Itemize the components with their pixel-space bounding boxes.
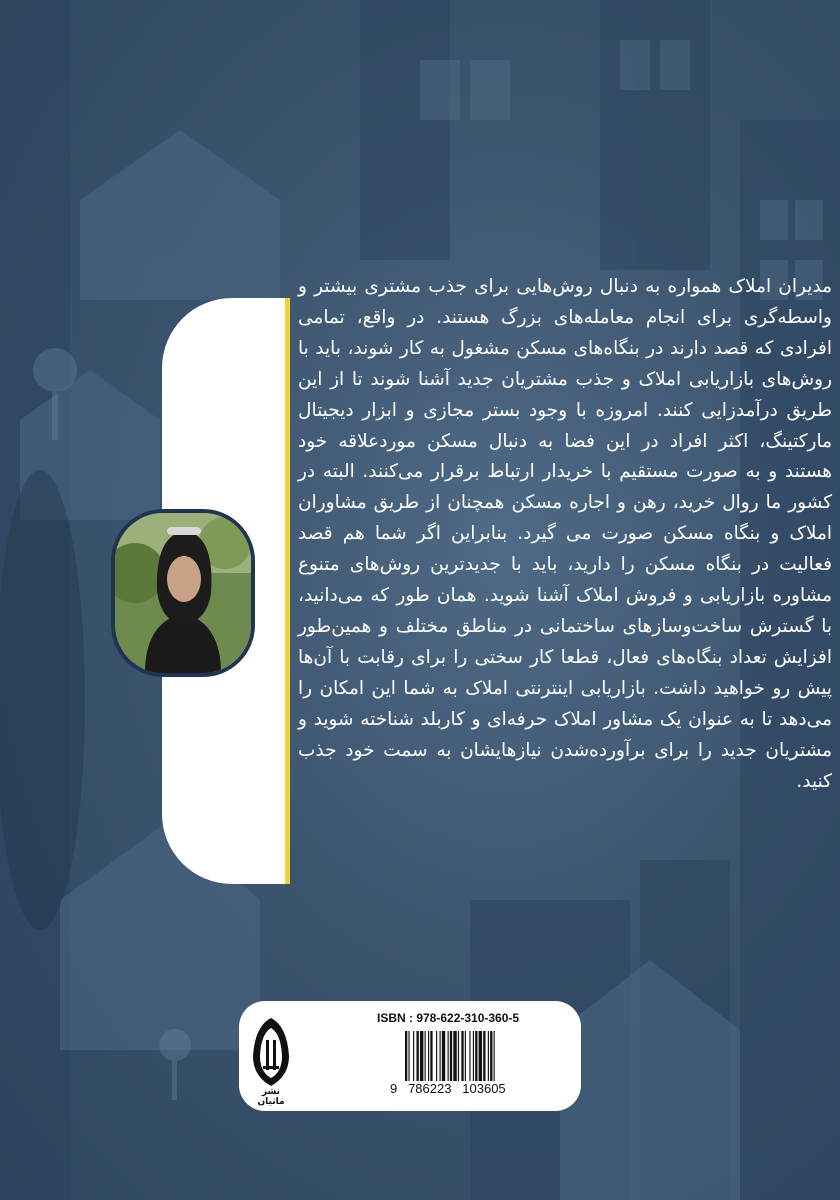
barcode-bar: [473, 1031, 474, 1081]
barcode-bar: [417, 1031, 419, 1081]
author-photo: [111, 509, 255, 677]
barcode-bar: [469, 1031, 470, 1081]
publisher-name: نشر ماتیان: [257, 1087, 285, 1107]
barcode-digits: 9 786223 103605: [390, 1081, 506, 1096]
back-cover-blurb: مدیران املاک همواره به دنبال روش‌هایی برای جذب مشتری بیشتر و واسطه‌گری برای انجام معامله‌های بزرگ هستند. در واقع، تمامی افرادی که قصد دارند در بنگاه‌های مسکن مشغول به کار شوند، باید با روش‌های بازاریابی املاک و جذب مشتریان جدید آشنا شوند تا از این طریق درآمدزایی کنند. امروزه با وجود بستر مجازی و ابزار دیجیتال مارکتینگ، اکثر افراد در این فضا به دنبال مسکن موردعلاقه خود هستند و به صورت مستقیم با خریدار ارتباط برقرار می‌کنند. البته در کشور ما روال خرید، رهن و اجاره مسکن همچنان از طریق مشاوران املاک و بنگاه مسکن صورت می گیرد. بنابراین اگر شما هم قصد فعالیت در بنگاه مسکن را دارید، باید با جدیدترین روش‌های متنوع مشاوره بازاریابی و فروش املاک آشنا شوید. همان طور که می‌دانید، با گسترش ساخت‌وسازهای ساختمانی در مناطق مختلف و همین‌طور افزایش تعداد بنگاه‌های فعال، قطعا کار سختی را برای رقابت با آن‌ها پیش رو خواهید داشت. بازاریابی اینترنتی املاک به شما این امکان را می‌دهد تا به عنوان یک مشاور املاک حرفه‌ای و کاربلد شناخته شوید و مشتریان جدید را برای برآورده‌شدن نیازهایشان به سمت خود جذب کنید.: [298, 276, 832, 792]
barcode-bar: [461, 1031, 463, 1081]
barcode-bar: [494, 1031, 495, 1081]
barcode-bar: [425, 1031, 426, 1081]
barcode-bar: [450, 1031, 452, 1081]
isbn-box: [239, 1001, 581, 1111]
barcode-bar: [488, 1031, 489, 1081]
barcode-bar: [442, 1031, 445, 1081]
barcode-bar: [448, 1031, 449, 1081]
barcode-bar: [420, 1031, 423, 1081]
barcode-bar: [465, 1031, 466, 1081]
barcode-bar: [483, 1031, 485, 1081]
barcode-bar: [436, 1031, 437, 1081]
accent-bar: [285, 298, 290, 884]
barcode-bar: [475, 1031, 477, 1081]
barcode-bar: [479, 1031, 482, 1081]
barcode-bar: [458, 1031, 459, 1081]
barcode-bar: [405, 1031, 407, 1081]
isbn-label: ISBN : 978-622-310-360-5: [377, 1011, 520, 1025]
barcode-bar: [428, 1031, 429, 1081]
barcode-bar: [413, 1031, 414, 1081]
author-portrait-icon: [115, 513, 251, 673]
barcode-bar: [490, 1031, 492, 1081]
publisher-logo-icon: [249, 1016, 293, 1098]
barcode-bar: [408, 1031, 409, 1081]
barcode-bar: [430, 1031, 432, 1081]
barcode: [405, 1031, 565, 1081]
barcode-bar: [453, 1031, 456, 1081]
barcode-bar: [440, 1031, 441, 1081]
